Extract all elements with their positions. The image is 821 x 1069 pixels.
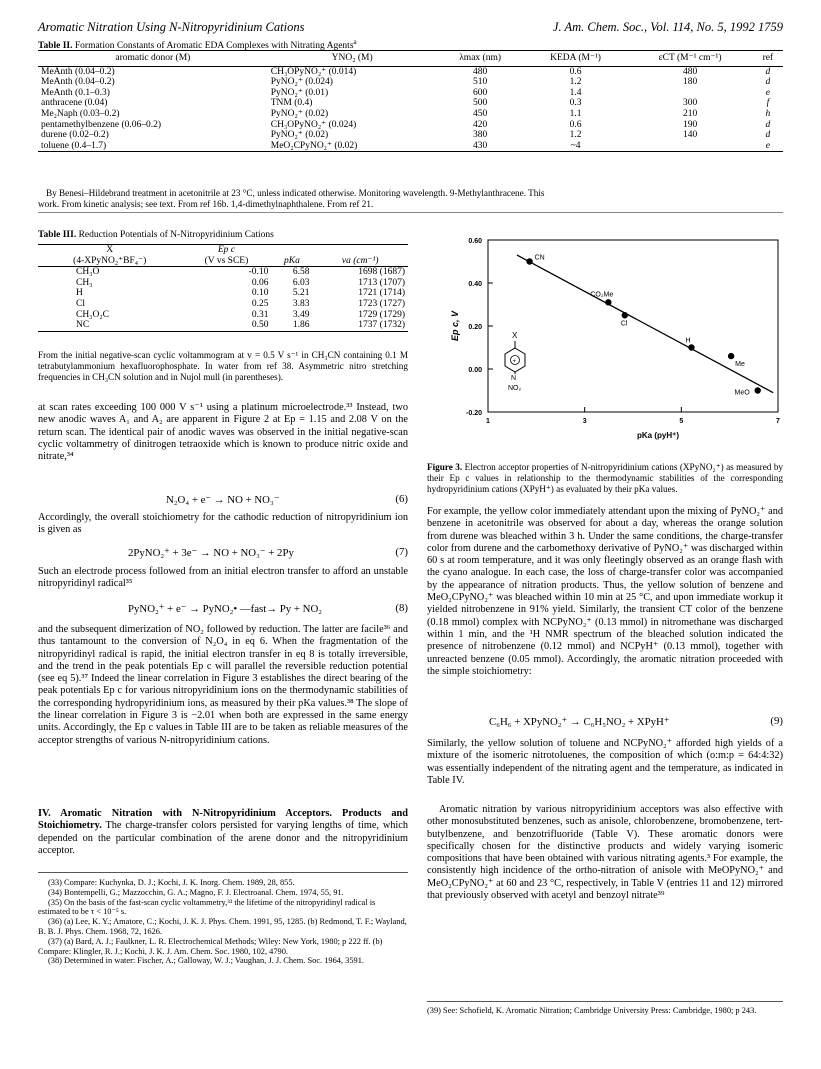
svg-text:N: N: [511, 375, 517, 382]
table3-cell: CH₃: [76, 277, 93, 288]
table2-cell: 180: [682, 77, 698, 88]
data-point-5: [755, 387, 761, 393]
data-point-3: [688, 344, 694, 350]
table3-cell: 6.03: [292, 277, 310, 288]
header-left: Aromatic Nitration Using N-Nitropyridinium Cations: [38, 20, 305, 34]
table3-cell: 0.06: [251, 277, 269, 288]
table2-cell: d: [765, 66, 771, 77]
table3-row: [38, 320, 408, 331]
table2-cell: pentamethylbenzene (0.06–0.2): [41, 119, 162, 130]
table2-cell: 500: [472, 98, 488, 109]
table2-cell: MeAnth (0.04–0.2): [41, 66, 115, 77]
right-paragraph-1: For example, the yellow color immediately attendant upon the mixing of PyNO₂⁺ and benzene in acetonitrile was observed for about a day, whereas the orange solution from durene was bleached within 3 h. Under the same conditions, the charge-transfer color from durene and the carbomethoxy derivative of PyNO₂⁺ was discharged within 60 s at room temperature, and it was only fleetingly observed as an orange flash with the cyano analogue. In each case, the loss of charge-transfer color was accompanied by the appearance of nitration products. Thus, the yellow solution of benzene and MeO₂CPyNO₂⁺ was bleached within 10 min at 25 °C, and upon immediate workup it yielded nitrobenzene in 91% yield. Similarly, the transient CT color of the benzene (0.18 mmol) complex with NCPyNO₂⁺ (0.13 mmol) in nitromethane was discharged within 1 min, and the ¹H NMR spectrum of the bleached solution indicated the presence of nitrobenzene (0.12 mmol) and NCPyH⁺ (0.13 mmol), together with unreacted benzene (0.05 mmol). Accordingly, the aromatic nitration proceeded with the simple stoichiometry:: [427, 506, 783, 677]
table3-cell: 6.58: [292, 267, 310, 278]
table2-cell: PyNO₂⁺ (0.01): [270, 87, 329, 98]
left-references: [38, 878, 408, 966]
table3-cell: 3.49: [292, 309, 310, 320]
footnote-rule: [38, 872, 408, 873]
table2-cell: 430: [437, 141, 524, 152]
table2-cell: 140: [682, 130, 698, 141]
table2-cell: 0.6: [569, 66, 582, 77]
table2-row: [38, 130, 783, 141]
table3-cell: 1713 (1707): [358, 277, 405, 288]
reference-item: (34) Bontempelli, G.; Mazzocchin, G. A.; Magno, F. J. Electroanal. Chem. 1974, 55, 91.: [48, 887, 344, 897]
separator: [38, 212, 783, 213]
table3-cell: 1723 (1727): [358, 298, 405, 309]
table2-row: [38, 141, 783, 152]
y-tick-label: -0.20: [466, 410, 482, 417]
x-tick-label: 1: [486, 418, 490, 425]
y-tick-label: 0.40: [468, 281, 482, 288]
table2-header-row: [38, 51, 783, 67]
table2-cell: 380: [472, 130, 488, 141]
table3-cell: 3.83: [292, 298, 310, 309]
y-tick-label: 0.00: [468, 367, 482, 374]
table2-col-donor: aromatic donor (M): [38, 51, 268, 67]
y-axis-label: Ep c, V: [450, 310, 460, 342]
x-tick-label: 5: [679, 418, 684, 425]
table2-row: [38, 88, 783, 99]
table2-cell: 1.4: [569, 87, 582, 98]
table3-title: Table III. Reduction Potentials of N-Nitropyridinium Cations: [38, 230, 274, 240]
table2-cell: TNM (0.4): [270, 98, 313, 109]
table2-cell: 0.3: [569, 98, 582, 109]
table2-cell: PyNO₂⁺ (0.02): [270, 108, 329, 119]
table2-col-ref: ref: [753, 51, 783, 67]
running-header: [38, 20, 783, 35]
table2-cell: PyNO₂⁺ (0.02): [270, 130, 329, 141]
table2-cell: MeAnth (0.1–0.3): [41, 87, 110, 98]
table2-cell: 210: [682, 108, 698, 119]
table2-cell: Me₂Naph (0.03–0.2): [41, 108, 120, 119]
reference-item: (37) (a) Bard, A. J.; Faulkner, L. R. Electrochemical Methods; Wiley: New York, 1980; p 222 ff. (b) Compare: Klingler, R. J.; Kochi, J. K. J. Am. Chem. Soc. 1980, 102, 4790.: [38, 936, 383, 956]
table3-row: [38, 288, 408, 299]
table2-cell: CH₃OPyNO₂⁺ (0.024): [270, 119, 357, 130]
data-point-0: [526, 258, 532, 264]
table2-row: [38, 120, 783, 131]
table3-footnote: From the initial negative-scan cyclic voltammogram at v = 0.5 V s⁻¹ in CH₃CN containing 0.1 M tetrabutylammonium hexafluorophosphate. In water from ref 38. Asymmetric nitro stretching frequencies in CH₃CN solution and in Nujol mull (in parentheses).: [38, 350, 408, 382]
table2-cell: 480: [472, 66, 488, 77]
section-heading: IV. Aromatic Nitration with N-Nitropyridinium Acceptors. Products and Stoichiometry.: [38, 808, 408, 832]
table2-cell: 1.2: [569, 77, 582, 88]
table2-cell: ~4: [524, 141, 628, 152]
table2: [38, 50, 783, 152]
data-point-label: H: [685, 337, 691, 345]
data-point-4: [728, 353, 734, 359]
table2-cell: 600: [472, 87, 488, 98]
left-paragraph-4: and the subsequent dimerization of NO₂ followed by reduction. The latter are facile³⁶ and thus tantamount to the conversion of N₂O₄ in eq 6. When the fragmentation of the nitropyridinyl radical is rapid, the initial electron transfer in eq 8 is totally irreversible, and the trend in the peak potentials Ep c will parallel the reversible reduction potential (see eq 5).³⁷ Indeed the linear correlation in Figure 3 establishes the direct bearing of the peak potentials Ep c for various nitropyridinium ions on the thermodynamic stabilities of the corresponding hydropyridinium ions, as measured by their pKa values.³⁸ The slope of the linear correlation in Figure 3 is −2.01 when both are expressed in the same energy units. Accordingly, the Ep c values in Table III are to be taken as reliable measures of the acceptor strengths of various N-nitropyridinium cations.: [38, 624, 408, 746]
svg-text:NO₂: NO₂: [508, 385, 522, 392]
x-tick-label: 3: [582, 418, 587, 425]
table3-cell: 1.86: [271, 320, 312, 331]
table2-cell: e: [765, 87, 770, 98]
data-point-label: Me: [735, 361, 745, 369]
table3-cell: 0.25: [251, 298, 269, 309]
table3-cell: 1721 (1714): [358, 288, 405, 299]
table2-cell: 420: [472, 119, 488, 130]
figure-3-chart: [440, 228, 783, 453]
table2-cell: h: [765, 108, 771, 119]
table2-row: [38, 66, 783, 77]
table2-row: [38, 98, 783, 109]
table2-cell: [627, 141, 752, 152]
right-reference-39: (39) See: Schofield, K. Aromatic Nitration; Cambridge University Press: Cambridge, 1980; p 243.: [427, 1006, 757, 1015]
figure-3: [440, 228, 783, 453]
table2-cell: 450: [472, 108, 488, 119]
table2-cell: e: [753, 141, 783, 152]
table3-cell: 0.10: [251, 288, 269, 299]
data-point-label: CO₂Me: [590, 291, 614, 299]
table3-cell: H: [76, 288, 83, 299]
table2-cell: PyNO₂⁺ (0.024): [270, 77, 333, 88]
right-paragraph-2: Similarly, the yellow solution of toluene and NCPyNO₂⁺ afforded high yields of a mixture of the isomeric nitrotoluenes, the composition of which (o:m:p = 64:4:32) was essentially independent of the nitrating agent and the temperature, as indicated in Table IV.: [427, 738, 783, 786]
left-paragraph-2: Accordingly, the overall stoichiometry for the cathodic reduction of nitropyridinium ion is given as: [38, 512, 408, 536]
table2-cell: 1.2: [569, 130, 582, 141]
table3-row: [38, 299, 408, 310]
table3-cell: 0.50: [181, 320, 271, 331]
fit-line: [517, 255, 773, 393]
table3-cell: Cl: [76, 298, 85, 309]
reference-item: (38) Determined in water: Fischer, A.; Galloway, W. J.; Vaughan, J. J. Chem. Soc. 1964, 3591.: [48, 956, 365, 966]
data-point-label: Cl: [620, 320, 628, 328]
table3-row: [38, 267, 408, 278]
table2-cell: 300: [682, 98, 698, 109]
table3-cell: 5.21: [292, 288, 310, 299]
table2-cell: d: [765, 77, 771, 88]
table2-cell: [627, 88, 752, 99]
table2-cell: 1.1: [569, 108, 582, 119]
table3-cell: 0.31: [251, 309, 269, 320]
data-point-label: CN: [534, 254, 545, 262]
table2-cell: MeAnth (0.04–0.2): [41, 77, 115, 88]
footnote-rule-right: [427, 1001, 783, 1002]
table3-cell: 1737 (1732): [312, 320, 408, 331]
table3-row: [38, 310, 408, 321]
table2-footnotes: By Benesi–Hildebrand treatment in acetonitrile at 23 °C, unless indicated otherwise. Monitoring wavelength. 9-Methylanthracene. This work. From kinetic analysis; see text. From ref 16b. 1,4-dimethylnaphthalene. From ref 21.: [38, 188, 545, 209]
table2-cell: 480: [682, 66, 698, 77]
data-point-2: [622, 312, 628, 318]
x-tick-label: 7: [776, 418, 780, 425]
table2-cell: 510: [472, 77, 488, 88]
table3: X Ep c (4-XPyNO₂⁺BF₄⁻) (V vs SCE) pKa νa (cm⁻¹) CH₃O -0.10 6.58 1698 (1687) CH₃ 0.06 6.03 1713 (1707) H 0.10 5.21 1721 (1714) Cl 0.25 3.83 1723 (1727) CH₃O₂C 0.31 3.49 1729 (1729) NC 0.50 1.86 1737 (1732): [38, 244, 408, 332]
figure-3-caption: Figure 3. Electron acceptor properties of N-nitropyridinium cations (XPyNO₂⁺) as measured by their Ep c values in relationship to the thermodynamic stabilities of the corresponding hydropyridinium cations (XPyH⁺) as evaluated by their pKa values.: [427, 462, 784, 494]
table3-row: [38, 278, 408, 289]
table2-cell: f: [766, 98, 770, 109]
reference-item: (35) On the basis of the fast-scan cyclic voltammetry,³³ the lifetime of the nitropyridinyl radical is estimated to be τ < 10⁻⁵ s.: [38, 897, 376, 917]
table3-cell: NC: [38, 320, 181, 331]
data-point-label: MeO: [734, 389, 750, 397]
header-right: J. Am. Chem. Soc., Vol. 114, No. 5, 1992 1759: [552, 20, 783, 34]
table2-cell: anthracene (0.04): [41, 98, 108, 109]
table2-cell: d: [765, 130, 771, 141]
table2-cell: 190: [682, 119, 698, 130]
data-point-1: [605, 299, 611, 305]
y-tick-label: 0.20: [468, 324, 482, 331]
table2-cell: 0.6: [569, 119, 582, 130]
table2-title: Table II. Formation Constants of Aromatic EDA Complexes with Nitrating Agents$^a$: [38, 38, 357, 52]
table3-cell: CH₃O: [76, 267, 100, 278]
svg-text:+: +: [512, 359, 517, 365]
table3-cell: 1698 (1687): [358, 267, 405, 278]
table3-cell: -0.10: [248, 267, 269, 278]
table2-cell: CH₃OPyNO₂⁺ (0.014): [270, 66, 357, 77]
table2-col-eps: εCT (M⁻¹ cm⁻¹): [627, 51, 752, 67]
svg-text:X: X: [512, 331, 518, 340]
y-tick-label: 0.60: [468, 238, 482, 245]
table2-cell: MeO₂CPyNO₂⁺ (0.02): [268, 141, 437, 152]
plot-frame: [488, 240, 778, 412]
table3-cell: 1729 (1729): [358, 309, 405, 320]
table2-col-yno2: YNO₂ (M): [268, 51, 437, 67]
table2-row: [38, 77, 783, 88]
reference-item: (36) (a) Lee, K. Y.; Amatore, C.; Kochi, J. K. J. Phys. Chem. 1991, 95, 1285. (b) Redmond, T. F.; Wayland, B. B. J. Phys. Chem. 1968, 72, 1626.: [38, 917, 407, 936]
left-paragraph-5: IV. Aromatic Nitration with N-Nitropyridinium Acceptors. Products and Stoichiometry. The charge-transfer colors persisted for varying lengths of time, which depended on the particular combination of the arene donor and the nitropyridinium acceptor.: [38, 808, 408, 856]
table2-cell: durene (0.02–0.2): [41, 130, 109, 141]
table2-cell: d: [765, 119, 771, 130]
table2-col-lambda: λmax (nm): [437, 51, 524, 67]
left-paragraph-3: Such an electrode process followed from an initial electron transfer to afford an unstable nitropyridinyl radical³⁵: [38, 566, 408, 590]
table2-col-keda: KEDA (M⁻¹): [524, 51, 628, 67]
reference-item: (33) Compare: Kuchynka, D. J.; Kochi, J. K. Inorg. Chem. 1989, 28, 855.: [48, 878, 295, 887]
right-paragraph-3: Aromatic nitration by various nitropyridinium acceptors was also effective with other monosubstituted benzenes, such as anisole, chlorobenzene, bromobenzene, tert-butylbenzene, and benzotrifluoride (Table V). These aromatic donors were specifically chosen for the distinctive products and widely varying isomeric compositions that have been obtained with various nitrating agents.³ For example, the consistently high incidence of the ortho-nitration of anisole with MeOPyNO₂⁺ and MeO₂CPyNO₂⁺ at 60 and 23 °C, respectively, in Table V (entries 11 and 12) mirrored that previously observed with acetyl and benzoyl nitrate³⁹: [427, 804, 783, 902]
table2-cell: toluene (0.4–1.7): [38, 141, 268, 152]
table3-cell: CH₃O₂C: [76, 309, 110, 320]
x-axis-label: pKa (pyH⁺): [637, 431, 679, 440]
pyridinium-structure: [505, 331, 525, 392]
table2-row: [38, 109, 783, 120]
left-paragraph-1: at scan rates exceeding 100 000 V s⁻¹ using a platinum microelectrode.³³ Instead, two new anodic waves A₁ and A₂ are apparent in Figure 2 at Ep = 1.15 and 2.08 V on the return scan. The identical pair of anodic waves was observed in the initial negative-scan cyclic voltammetry of dinitrogen tetraoxide which is known to produce nitric oxide and nitrate,³⁴: [38, 402, 408, 463]
